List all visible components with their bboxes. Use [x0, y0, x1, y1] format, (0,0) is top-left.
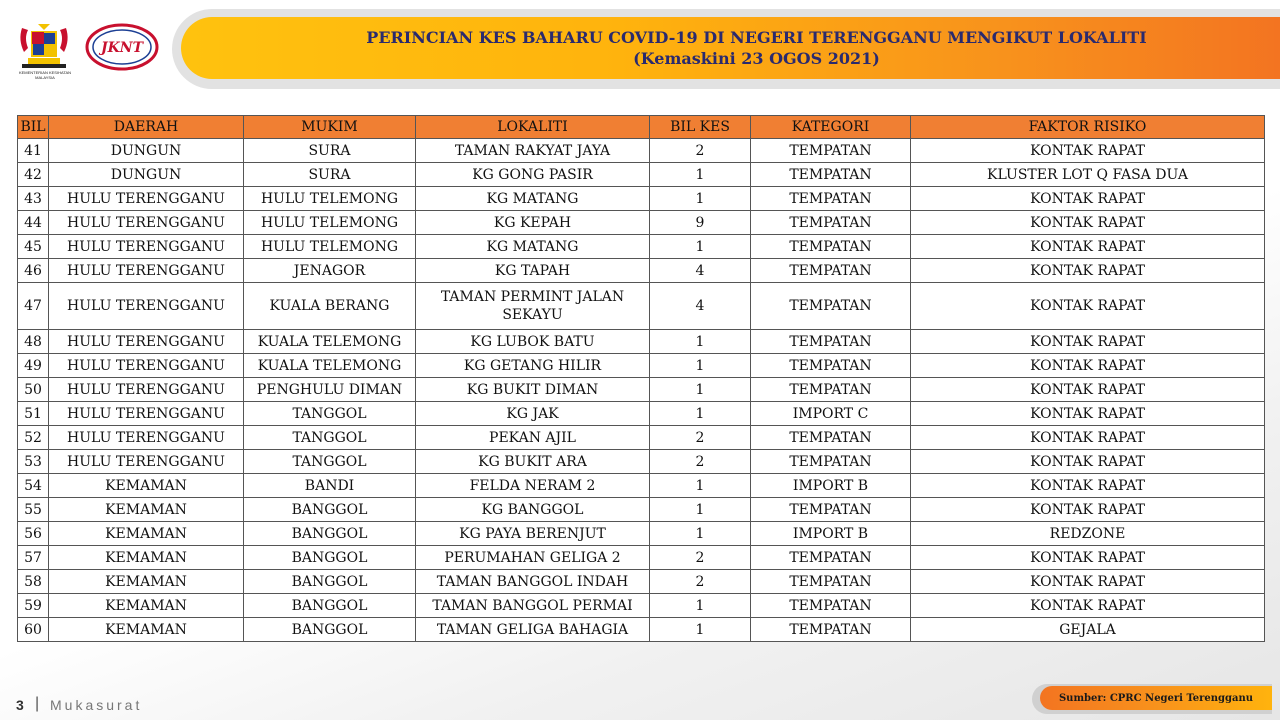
cell-bil-kes: 1	[650, 498, 751, 522]
cell-faktor-risiko: KONTAK RAPAT	[911, 426, 1265, 450]
cell-kategori: TEMPATAN	[751, 378, 911, 402]
cell-lokaliti: PERUMAHAN GELIGA 2	[416, 546, 650, 570]
cell-lokaliti: KG MATANG	[416, 235, 650, 259]
cell-bil-kes: 2	[650, 139, 751, 163]
cell-lokaliti: KG TAPAH	[416, 259, 650, 283]
table-row	[18, 139, 1265, 163]
cell-faktor-risiko: KONTAK RAPAT	[911, 187, 1265, 211]
cell-lokaliti: KG JAK	[416, 402, 650, 426]
cell-daerah: HULU TERENGGANU	[49, 283, 244, 330]
cell-lokaliti: PEKAN AJIL	[416, 426, 650, 450]
cell-lokaliti: KG LUBOK BATU	[416, 330, 650, 354]
cell-faktor-risiko: REDZONE	[911, 522, 1265, 546]
cell-kategori: TEMPATAN	[751, 330, 911, 354]
table-row	[18, 402, 1265, 426]
cell-daerah: HULU TERENGGANU	[49, 378, 244, 402]
cell-kategori: IMPORT C	[751, 402, 911, 426]
cell-kategori: TEMPATAN	[751, 498, 911, 522]
table-row	[18, 594, 1265, 618]
cell-daerah: HULU TERENGGANU	[49, 187, 244, 211]
cell-bil-kes: 2	[650, 426, 751, 450]
cell-daerah: KEMAMAN	[49, 498, 244, 522]
jknt-logo	[84, 22, 160, 72]
cell-faktor-risiko: KONTAK RAPAT	[911, 498, 1265, 522]
cell-daerah: KEMAMAN	[49, 594, 244, 618]
cell-kategori: TEMPATAN	[751, 283, 911, 330]
cell-faktor-risiko: KONTAK RAPAT	[911, 450, 1265, 474]
cell-bil-kes: 1	[650, 594, 751, 618]
cell-kategori: IMPORT B	[751, 474, 911, 498]
cell-daerah: HULU TERENGGANU	[49, 211, 244, 235]
page-title: PERINCIAN KES BAHARU COVID-19 DI NEGERI TERENGGANU MENGIKUT LOKALITI	[366, 28, 1147, 47]
table-row	[18, 354, 1265, 378]
cell-bil-kes: 4	[650, 283, 751, 330]
cell-bil: 55	[18, 498, 49, 522]
cell-bil: 43	[18, 187, 49, 211]
cell-daerah: KEMAMAN	[49, 474, 244, 498]
cell-mukim: BANGGOL	[244, 498, 416, 522]
cell-bil: 41	[18, 139, 49, 163]
cell-mukim: SURA	[244, 139, 416, 163]
cell-mukim: TANGGOL	[244, 450, 416, 474]
cell-mukim: KUALA BERANG	[244, 283, 416, 330]
logo-caption: KEMENTERIAN KESIHATAN MALAYSIA	[18, 70, 72, 80]
table-row	[18, 259, 1265, 283]
cell-bil: 53	[18, 450, 49, 474]
cell-lokaliti: KG GONG PASIR	[416, 163, 650, 187]
cell-faktor-risiko: KONTAK RAPAT	[911, 139, 1265, 163]
cell-daerah: HULU TERENGGANU	[49, 330, 244, 354]
cell-kategori: TEMPATAN	[751, 235, 911, 259]
cell-lokaliti: KG KEPAH	[416, 211, 650, 235]
table-row	[18, 426, 1265, 450]
cell-mukim: BANGGOL	[244, 570, 416, 594]
table-row	[18, 570, 1265, 594]
cell-daerah: HULU TERENGGANU	[49, 235, 244, 259]
cell-mukim: BANGGOL	[244, 522, 416, 546]
table-row	[18, 187, 1265, 211]
page-separator: |	[35, 695, 40, 712]
cell-mukim: HULU TELEMONG	[244, 211, 416, 235]
cell-faktor-risiko: KONTAK RAPAT	[911, 378, 1265, 402]
cell-kategori: TEMPATAN	[751, 546, 911, 570]
header-bil: BIL	[18, 116, 49, 139]
cell-kategori: TEMPATAN	[751, 187, 911, 211]
table-row	[18, 330, 1265, 354]
cell-kategori: TEMPATAN	[751, 163, 911, 187]
cell-bil-kes: 1	[650, 474, 751, 498]
cell-bil: 51	[18, 402, 49, 426]
cell-kategori: TEMPATAN	[751, 594, 911, 618]
cell-kategori: TEMPATAN	[751, 570, 911, 594]
cell-bil: 42	[18, 163, 49, 187]
cell-daerah: HULU TERENGGANU	[49, 426, 244, 450]
cell-lokaliti: TAMAN BANGGOL PERMAI	[416, 594, 650, 618]
table-row	[18, 235, 1265, 259]
cell-kategori: TEMPATAN	[751, 211, 911, 235]
table-row	[18, 474, 1265, 498]
cell-bil-kes: 1	[650, 187, 751, 211]
cell-mukim: BANGGOL	[244, 546, 416, 570]
cell-bil: 60	[18, 618, 49, 642]
cases-table	[17, 115, 1265, 642]
header-daerah: DAERAH	[49, 116, 244, 139]
cell-faktor-risiko: GEJALA	[911, 618, 1265, 642]
cell-bil: 59	[18, 594, 49, 618]
cell-lokaliti: KG PAYA BERENJUT	[416, 522, 650, 546]
cell-bil-kes: 1	[650, 330, 751, 354]
cell-bil: 49	[18, 354, 49, 378]
table-row	[18, 283, 1265, 330]
cell-daerah: KEMAMAN	[49, 618, 244, 642]
cell-kategori: TEMPATAN	[751, 139, 911, 163]
header-faktor-risiko: FAKTOR RISIKO	[911, 116, 1265, 139]
cell-faktor-risiko: KLUSTER LOT Q FASA DUA	[911, 163, 1265, 187]
cell-kategori: TEMPATAN	[751, 354, 911, 378]
cell-faktor-risiko: KONTAK RAPAT	[911, 211, 1265, 235]
cell-bil: 54	[18, 474, 49, 498]
cell-lokaliti: TAMAN PERMINT JALAN SEKAYU	[416, 283, 650, 330]
cell-bil-kes: 2	[650, 450, 751, 474]
cell-mukim: JENAGOR	[244, 259, 416, 283]
cell-lokaliti: TAMAN BANGGOL INDAH	[416, 570, 650, 594]
cell-kategori: TEMPATAN	[751, 618, 911, 642]
cell-bil-kes: 2	[650, 546, 751, 570]
cell-lokaliti: KG BUKIT ARA	[416, 450, 650, 474]
cell-daerah: HULU TERENGGANU	[49, 259, 244, 283]
cell-bil: 56	[18, 522, 49, 546]
cell-faktor-risiko: KONTAK RAPAT	[911, 283, 1265, 330]
header-mukim: MUKIM	[244, 116, 416, 139]
cell-daerah: HULU TERENGGANU	[49, 354, 244, 378]
cell-bil-kes: 4	[650, 259, 751, 283]
cell-bil-kes: 1	[650, 378, 751, 402]
table-body	[18, 139, 1265, 642]
cell-bil-kes: 1	[650, 354, 751, 378]
cell-kategori: TEMPATAN	[751, 426, 911, 450]
cell-lokaliti: KG BANGGOL	[416, 498, 650, 522]
table-row	[18, 163, 1265, 187]
cell-faktor-risiko: KONTAK RAPAT	[911, 474, 1265, 498]
cell-faktor-risiko: KONTAK RAPAT	[911, 354, 1265, 378]
cell-bil-kes: 1	[650, 618, 751, 642]
table-row	[18, 618, 1265, 642]
cell-mukim: TANGGOL	[244, 426, 416, 450]
cell-bil: 50	[18, 378, 49, 402]
page-number: 3	[16, 697, 24, 713]
cell-mukim: TANGGOL	[244, 402, 416, 426]
cell-daerah: KEMAMAN	[49, 570, 244, 594]
table-row	[18, 450, 1265, 474]
cell-kategori: IMPORT B	[751, 522, 911, 546]
cell-bil: 48	[18, 330, 49, 354]
table-row	[18, 522, 1265, 546]
cell-lokaliti: KG BUKIT DIMAN	[416, 378, 650, 402]
cell-bil-kes: 1	[650, 402, 751, 426]
cell-daerah: HULU TERENGGANU	[49, 402, 244, 426]
page-subtitle: (Kemaskini 23 OGOS 2021)	[633, 49, 880, 68]
cell-lokaliti: TAMAN RAKYAT JAYA	[416, 139, 650, 163]
cell-bil: 47	[18, 283, 49, 330]
table-row	[18, 498, 1265, 522]
cell-bil-kes: 2	[650, 570, 751, 594]
cell-bil-kes: 9	[650, 211, 751, 235]
cell-mukim: KUALA TELEMONG	[244, 354, 416, 378]
cell-daerah: KEMAMAN	[49, 546, 244, 570]
cell-daerah: HULU TERENGGANU	[49, 450, 244, 474]
table-row	[18, 211, 1265, 235]
cell-faktor-risiko: KONTAK RAPAT	[911, 330, 1265, 354]
cell-bil: 52	[18, 426, 49, 450]
cell-bil-kes: 1	[650, 522, 751, 546]
cell-kategori: TEMPATAN	[751, 450, 911, 474]
cell-mukim: BANGGOL	[244, 594, 416, 618]
cell-faktor-risiko: KONTAK RAPAT	[911, 402, 1265, 426]
cell-faktor-risiko: KONTAK RAPAT	[911, 570, 1265, 594]
cell-faktor-risiko: KONTAK RAPAT	[911, 546, 1265, 570]
source-badge: Sumber: CPRC Negeri Terengganu	[1040, 686, 1272, 710]
cell-mukim: HULU TELEMONG	[244, 235, 416, 259]
cell-lokaliti: KG GETANG HILIR	[416, 354, 650, 378]
cell-daerah: DUNGUN	[49, 163, 244, 187]
table-row	[18, 378, 1265, 402]
cell-mukim: PENGHULU DIMAN	[244, 378, 416, 402]
cell-mukim: KUALA TELEMONG	[244, 330, 416, 354]
cell-daerah: KEMAMAN	[49, 522, 244, 546]
cell-faktor-risiko: KONTAK RAPAT	[911, 259, 1265, 283]
header-bil-kes: BIL KES	[650, 116, 751, 139]
cell-mukim: SURA	[244, 163, 416, 187]
page-label: Mukasurat	[50, 697, 143, 713]
cell-bil: 58	[18, 570, 49, 594]
cell-lokaliti: KG MATANG	[416, 187, 650, 211]
kkm-logo	[14, 22, 74, 80]
cell-bil-kes: 1	[650, 235, 751, 259]
cell-bil: 46	[18, 259, 49, 283]
cell-mukim: BANDI	[244, 474, 416, 498]
cell-mukim: BANGGOL	[244, 618, 416, 642]
cell-bil-kes: 1	[650, 163, 751, 187]
cell-lokaliti: TAMAN GELIGA BAHAGIA	[416, 618, 650, 642]
cell-bil: 44	[18, 211, 49, 235]
header-lokaliti: LOKALITI	[416, 116, 650, 139]
cell-lokaliti: FELDA NERAM 2	[416, 474, 650, 498]
cell-bil: 45	[18, 235, 49, 259]
cell-mukim: HULU TELEMONG	[244, 187, 416, 211]
crest-icon	[14, 22, 74, 70]
table-header-row	[18, 116, 1265, 139]
cell-daerah: DUNGUN	[49, 139, 244, 163]
cell-faktor-risiko: KONTAK RAPAT	[911, 594, 1265, 618]
header-kategori: KATEGORI	[751, 116, 911, 139]
title-banner	[181, 17, 1280, 79]
cell-kategori: TEMPATAN	[751, 259, 911, 283]
cell-bil: 57	[18, 546, 49, 570]
table-row	[18, 546, 1265, 570]
cell-faktor-risiko: KONTAK RAPAT	[911, 235, 1265, 259]
jknt-logo-text: JKNT	[100, 40, 144, 56]
